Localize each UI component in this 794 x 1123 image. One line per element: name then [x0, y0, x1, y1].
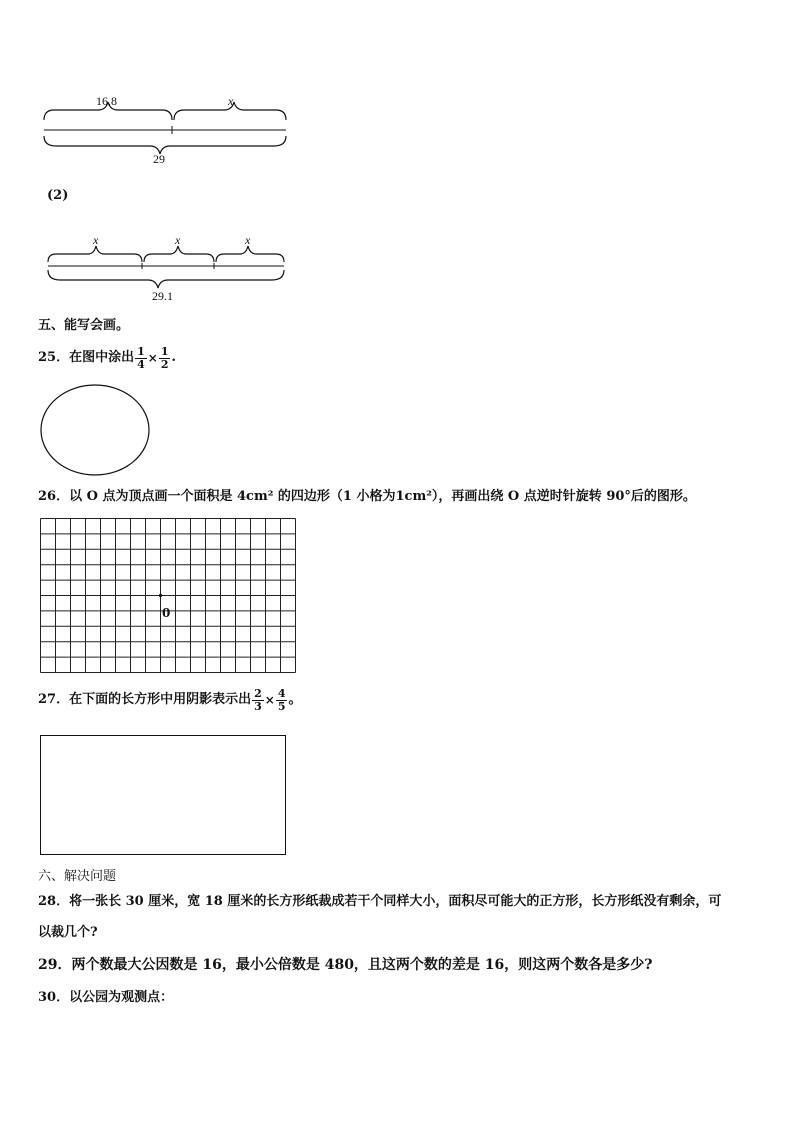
diagram-2-braces [44, 232, 304, 306]
question-30: 30．以公园为观测点： [38, 990, 174, 1005]
section-6-title: 六、解决问题 [38, 869, 117, 884]
q27-frac1-den: 3 [254, 699, 262, 713]
q25-fraction-2 [159, 346, 171, 371]
point-o [159, 594, 162, 597]
diagram-2-label-bottom: 29.1 [152, 289, 173, 303]
q27-operator: × [264, 693, 275, 707]
diagram-1-label-left: 16.8 [96, 94, 117, 108]
q27-fraction-2 [276, 688, 288, 713]
diagram-1-label-bottom: 29 [153, 152, 165, 166]
circle-shape[interactable] [40, 384, 152, 476]
q25-frac2-den: 2 [160, 357, 169, 371]
rectangle-shape[interactable] [40, 735, 286, 855]
q27-frac2-den: 5 [277, 699, 286, 713]
q27-prefix: 27．在下面的长方形中用阴影表示出 [38, 692, 252, 707]
q27-frac1-num: 2 [254, 686, 262, 700]
diagram-1-label-right: x [228, 94, 234, 108]
q25-frac1-num: 1 [137, 344, 145, 358]
grid-paper[interactable] [40, 518, 298, 673]
question-28-line-2: 以裁几个? [38, 925, 98, 940]
diagram-2-label-2: x [175, 233, 181, 247]
diagram-2-label-3: x [245, 233, 251, 247]
question-25 [38, 342, 176, 374]
q25-prefix: 25．在图中涂出 [38, 350, 135, 365]
segment-diagram-1 [40, 92, 300, 172]
point-o-label: 0 [162, 606, 171, 620]
section-5-title: 五、能写会画。 [38, 318, 130, 333]
q27-fraction-1 [252, 688, 264, 713]
question-29: 29．两个数最大公因数是 16，最小公倍数是 480，且这两个数的差是 16，则这两个数各是多少? [38, 957, 653, 973]
q25-frac1-den: 4 [137, 357, 145, 371]
question-28-line-1: 28．将一张长 30 厘米，宽 18 厘米的长方形纸裁成若干个同样大小，面积尽可能大的正方形，长方形纸没有剩余，可 [38, 894, 722, 909]
part-2-label: (2) [47, 188, 69, 203]
diagram-1-braces [40, 92, 300, 172]
q25-fraction-1 [135, 346, 147, 371]
diagram-2-label-1: x [93, 233, 99, 247]
q27-suffix: 。 [288, 692, 302, 707]
q25-suffix: . [171, 350, 176, 365]
q25-frac2-num: 1 [160, 344, 169, 358]
question-26: 26．以 O 点为顶点画一个面积是 4cm² 的四边形（1 小格为1cm²），再画出绕 O 点逆时针旋转 90°后的图形。 [38, 489, 696, 504]
segment-diagram-2 [44, 232, 304, 306]
question-27 [38, 684, 301, 716]
q27-frac2-num: 4 [277, 686, 286, 700]
q25-operator: × [147, 351, 158, 365]
